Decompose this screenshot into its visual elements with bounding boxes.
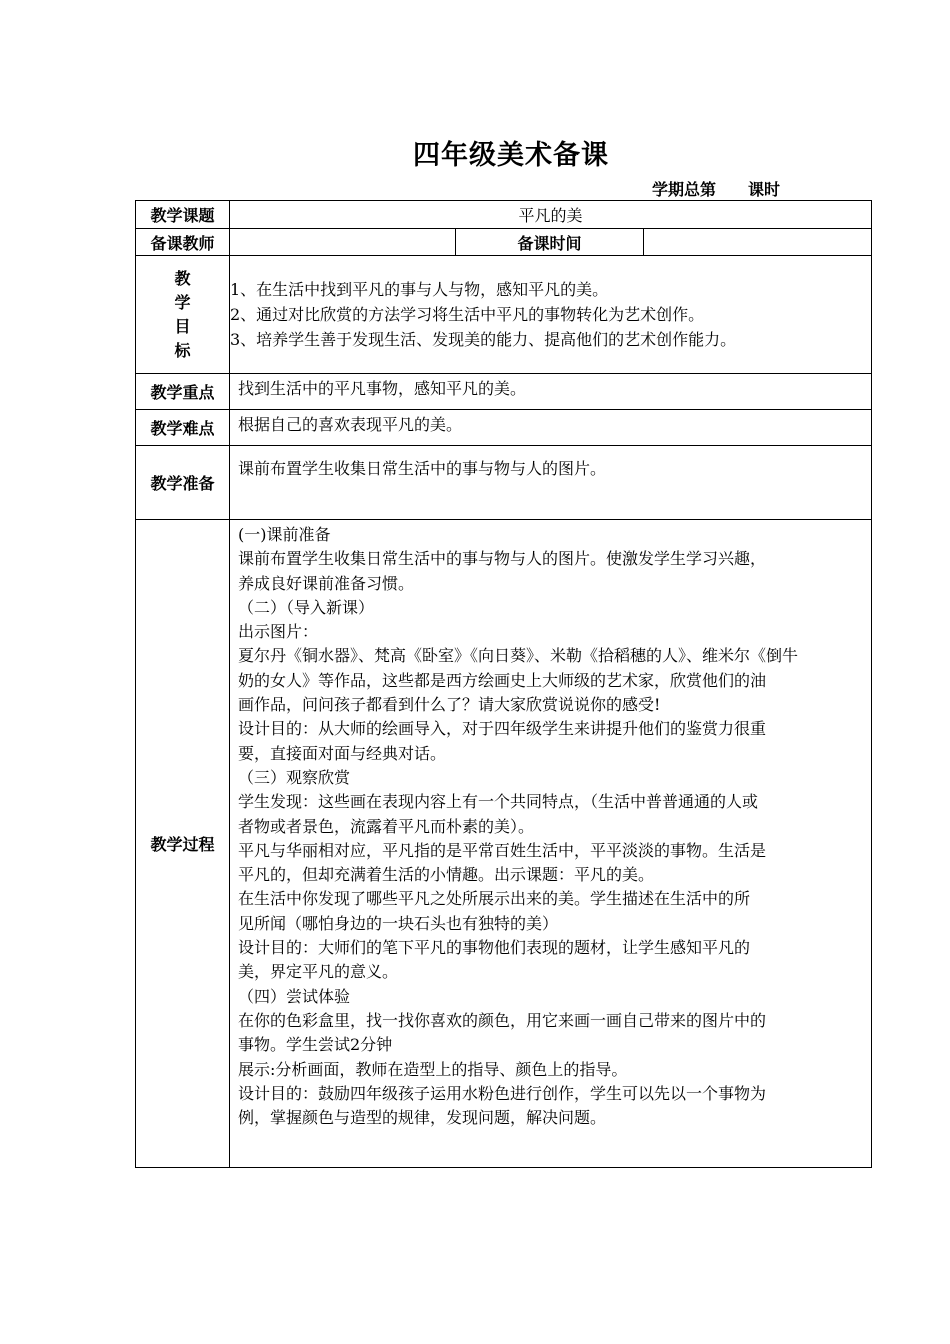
preparation-row — [136, 446, 872, 520]
goal-item: 1、在生活中找到平凡的事与人与物，感知平凡的美。 — [230, 280, 609, 299]
process-line: 画作品，问问孩子都看到什么了？请大家欣赏说说你的感受! — [238, 695, 661, 715]
goal-item: 2、通过对比欣赏的方法学习将生活中平凡的事物转化为艺术创作。 — [230, 305, 705, 324]
process-line: 见所闻（哪怕身边的一块石头也有独特的美） — [238, 913, 559, 933]
process-content — [230, 520, 872, 1168]
process-line: 出示图片： — [238, 622, 319, 642]
process-line: 在生活中你发现了哪些平凡之处所展示出来的美。学生描述在生活中的所 — [238, 889, 751, 909]
process-line: 设计目的：大师们的笔下平凡的事物他们表现的题材，让学生感知平凡的 — [238, 938, 751, 958]
process-line: 平凡的，但却充满着生活的小情趣。出示课题：平凡的美。 — [238, 865, 655, 885]
process-line: 设计目的：鼓励四年级孩子运用水粉色进行创作，学生可以先以一个事物为 — [238, 1083, 767, 1103]
difficulty-row — [136, 410, 872, 446]
topic-value: 平凡的美 — [230, 201, 872, 229]
goals-label-char: 学 — [174, 292, 191, 312]
teacher-row — [136, 229, 872, 256]
key-point-row — [136, 374, 872, 410]
goals-label-char: 教 — [174, 268, 191, 288]
goals-content — [230, 256, 872, 374]
page-title: 四年级美术备课 — [413, 140, 609, 171]
process-line: （二）（导入新课） — [238, 597, 375, 617]
process-line: 要，直接面对面与经典对话。 — [238, 743, 447, 763]
goals-label — [136, 256, 230, 374]
process-line: 事物。学生尝试2分钟 — [238, 1035, 393, 1055]
prep-time-value — [644, 229, 872, 256]
difficulty-label: 教学难点 — [136, 410, 230, 446]
process-label: 教学过程 — [136, 520, 230, 1168]
process-line: 美，界定平凡的意义。 — [238, 962, 399, 982]
process-line: 例，掌握颜色与造型的规律，发现问题，解决问题。 — [238, 1108, 607, 1128]
process-row — [136, 520, 872, 1168]
lesson-plan-table — [135, 200, 872, 1168]
term-lesson-label: 学期总第 课时 — [652, 180, 781, 199]
preparation-value: 课前布置学生收集日常生活中的事与物与人的图片。 — [230, 446, 872, 520]
teacher-value — [230, 229, 456, 256]
teacher-label: 备课教师 — [136, 229, 230, 256]
process-line: 夏尔丹《铜水器》、梵高《卧室》《向日葵》、米勒《拾稻穗的人》、维米尔《倒牛 — [238, 646, 799, 666]
process-line: (一)课前准备 — [238, 525, 331, 544]
goals-label-char: 目 — [174, 316, 191, 336]
goal-item: 3、培养学生善于发现生活、发现美的能力、提高他们的艺术创作能力。 — [230, 330, 737, 349]
process-line: 奶的女人》等作品，这些都是西方绘画史上大师级的艺术家，欣赏他们的油 — [238, 670, 767, 690]
process-line: 设计目的：从大师的绘画导入，对于四年级学生来讲提升他们的鉴赏力很重 — [238, 719, 767, 739]
key-point-label: 教学重点 — [136, 374, 230, 410]
process-line: （四）尝试体验 — [238, 986, 351, 1006]
topic-label: 教学课题 — [136, 201, 230, 229]
difficulty-value: 根据自己的喜欢表现平凡的美。 — [230, 410, 872, 446]
process-line: 学生发现：这些画在表现内容上有一个共同特点，（生活中普普通通的人或 — [238, 792, 759, 812]
goals-row — [136, 256, 872, 374]
process-line: （三）观察欣赏 — [238, 767, 351, 787]
key-point-value: 找到生活中的平凡事物，感知平凡的美。 — [230, 374, 872, 410]
goals-label-char: 标 — [174, 340, 191, 360]
prep-time-label: 备课时间 — [456, 229, 644, 256]
process-line: 展示:分析画面，教师在造型上的指导、颜色上的指导。 — [238, 1059, 628, 1079]
process-line: 者物或者景色，流露着平凡而朴素的美）。 — [238, 816, 535, 836]
process-line: 平凡与华丽相对应，平凡指的是平常百姓生活中，平平淡淡的事物。生活是 — [238, 840, 767, 860]
process-line: 课前布置学生收集日常生活中的事与物与人的图片。使激发学生学习兴趣， — [238, 549, 767, 569]
preparation-label: 教学准备 — [136, 446, 230, 520]
process-line: 在你的色彩盒里，找一找你喜欢的颜色，用它来画一画自己带来的图片中的 — [238, 1010, 767, 1030]
process-line: 养成良好课前准备习惯。 — [238, 573, 415, 593]
topic-row — [136, 201, 872, 229]
